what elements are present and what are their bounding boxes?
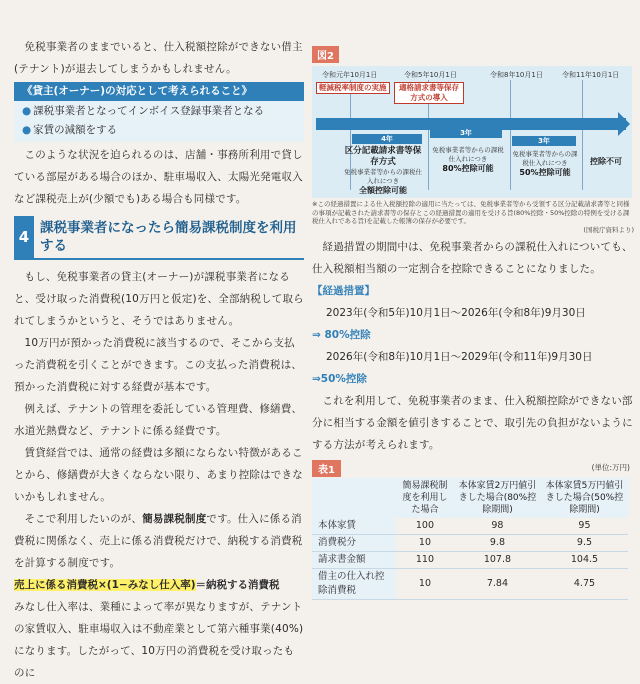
transition-rate: ⇒ 80%控除	[312, 328, 371, 341]
transition-title: 【経過措置】	[312, 284, 375, 297]
timeline-figure	[312, 66, 632, 198]
phase-block: 控除不可	[590, 157, 622, 166]
paragraph: このような状況を迫られるのは、店舗・事務所利用で貸している部屋がある場合のほか、駐車場収入、太陽光発電収入など課税売上が(少額でも)ある場合も同様です。	[14, 149, 303, 205]
paragraph: 例えば、テナントの管理を委託している管理費、修繕費、水道光熱費など、テナントに係る経費です。	[14, 403, 303, 437]
table-row: 本体家賃 100 98 95	[312, 518, 628, 535]
response-box-body	[14, 101, 304, 142]
tag-reduced-tax: 軽減税率制度の実施	[316, 82, 390, 94]
response-box-title: 《貸主(オーナー)の対応として考えられること》	[14, 82, 304, 101]
arrow-right-icon	[618, 112, 630, 136]
timeline-date: 令和5年10月1日	[404, 71, 457, 79]
paragraph: 賃貸経営では、通常の経費は多額にならない特徴があることから、修繕費が大きくならない限り、あまり控除はできないかもしれません。	[14, 447, 303, 503]
paragraph: これを利用して、免税事業者のまま、仕入税額控除ができない部分に相当する金額を値引きすることで、取引先の負担がないようにする方法が考えられます。	[312, 394, 633, 451]
bullet-icon: ●	[22, 105, 32, 117]
figure-note: ※この経過措置による仕入税額控除の適用に当たっては、免税事業者等から受領する区分記載請求書等と同様の事項が記載された請求書等の保存とこの経過措置の適用を受ける旨(80%控除・50%控除の特例を受ける課税仕入れである旨)を記載した帳簿の保存が必要です。	[312, 200, 630, 225]
left-column	[14, 0, 304, 684]
table-block	[312, 460, 634, 600]
transition-rate: ⇒50%控除	[312, 372, 367, 385]
timeline-date: 令和11年10月1日	[562, 71, 620, 79]
paragraph: 経過措置の期間中は、免税事業者からの課税仕入れについても、仕入税額相当額の一定割合を控除できることになりました。	[312, 240, 633, 275]
section-number: 4	[14, 216, 34, 258]
comparison-table	[312, 478, 628, 600]
table-header: 本体家賃5万円値引きした場合(50%控除期間)	[541, 478, 628, 518]
response-item: ● 家賃の減額をする	[22, 124, 118, 136]
bullet-icon: ●	[22, 124, 32, 136]
paragraph: 10万円が預かった消費税に該当するので、そこから支払った消費税を引くことができます。この支払った消費税は、預かった消費税に対する経費が基本です。	[14, 337, 303, 393]
table-header: 本体家賃2万円値引きした場合(80%控除期間)	[454, 478, 541, 518]
tag-invoice-system: 適格請求書等保存方式の導入	[394, 82, 464, 104]
phase-block: 区分記載請求書等保存方式 免税事業者等からの課税仕入れにつき 全額控除可能	[344, 146, 422, 195]
right-column	[312, 0, 634, 600]
table-row: 請求書金額 110 107.8 104.5	[312, 551, 628, 568]
transition-period: 2023年(令和5年)10月1日〜2026年(令和8年)9月30日	[326, 306, 586, 319]
period-bar: 3年	[430, 128, 502, 138]
section-heading	[14, 216, 304, 260]
formula-highlight: 売上に係る消費税×(1−みなし仕入率)	[14, 579, 196, 591]
paragraph: もし、免税事業者の貸主(オーナー)が課税事業者になると、受け取った消費税(10万円と仮定)を、全部納税して取られてしまうかというと、そうではありません。	[14, 271, 304, 327]
period-bar: 4年	[352, 134, 422, 144]
phase-block: 免税事業者等からの課税仕入れにつき 50%控除可能	[512, 150, 578, 177]
section-title: 課税事業者になったら簡易課税制度を利用する	[40, 220, 297, 254]
owner-response-box	[14, 82, 304, 142]
table-unit: (単位:万円)	[591, 462, 630, 472]
table-row: 借主の仕入れ控除消費税 10 7.84 4.75	[312, 568, 628, 599]
paragraph: そこで利用したいのが、簡易課税制度です。仕入に係る消費税に関係なく、売上に係る消費税だけで、納税する消費税を計算する制度です。	[14, 513, 303, 569]
paragraph: みなし仕入率は、業種によって率が異なりますが、テナントの家賃収入、駐車場収入は不動産業として第六種事業(40%)になります。したがって、10万円の消費税を受け取ったものに	[14, 601, 304, 679]
formula: 売上に係る消費税×(1−みなし仕入率)＝納税する消費税	[14, 579, 280, 591]
phase-block: 免税事業者等からの課税仕入れにつき 80%控除可能	[432, 146, 504, 173]
table-row: 消費税分 10 9.8 9.5	[312, 534, 628, 551]
emphasis: 簡易課税制度	[142, 513, 207, 525]
paragraph: 免税事業者のままでいると、仕入税額控除ができない借主(テナント)が退去してしまうかもしれません。	[14, 41, 303, 75]
table-label: 表1	[312, 460, 341, 477]
table-header	[312, 478, 396, 518]
figure-label: 図2	[312, 46, 339, 63]
table-header: 簡易課税制度を利用した場合	[396, 478, 454, 518]
table-header-row	[312, 478, 628, 518]
figure-source: (国税庁資料より)	[583, 225, 634, 234]
timeline-date: 令和元年10月1日	[322, 71, 378, 79]
transition-period: 2026年(令和8年)10月1日〜2029年(令和11年)9月30日	[326, 350, 593, 363]
timeline-divider	[582, 80, 583, 190]
timeline-date: 令和8年10月1日	[490, 71, 543, 79]
period-bar: 3年	[512, 136, 576, 146]
response-item: ● 課税事業者となってインボイス登録事業者となる	[22, 105, 265, 117]
